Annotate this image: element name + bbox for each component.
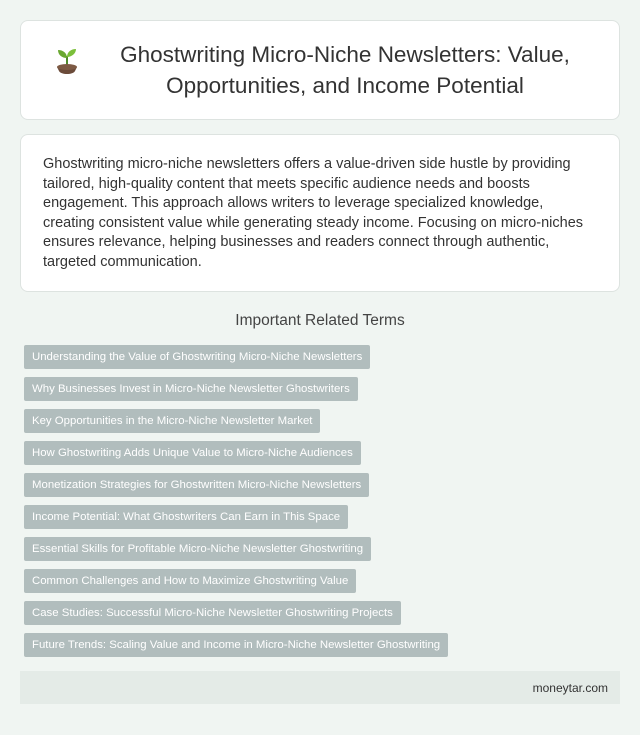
related-term-link[interactable]: How Ghostwriting Adds Unique Value to Micro-Niche Audiences [24,441,361,465]
footer-bar [20,671,620,704]
related-term-link[interactable]: Essential Skills for Profitable Micro-Niche Newsletter Ghostwriting [24,537,371,561]
related-term-link[interactable]: Income Potential: What Ghostwriters Can Earn in This Space [24,505,348,529]
footer-site-link[interactable]: moneytar.com [532,680,608,695]
related-term-link[interactable]: Monetization Strategies for Ghostwritten Micro-Niche Newsletters [24,473,369,497]
header-card [20,20,620,120]
title-wrap [50,39,590,101]
related-terms-heading: Important Related Terms [235,312,405,329]
related-terms-list [24,345,448,665]
page-title: Ghostwriting Micro-Niche Newsletters: Value, Opportunities, and Income Potential [120,42,570,98]
related-term-link[interactable]: Key Opportunities in the Micro-Niche Newsletter Market [24,409,320,433]
related-term-link[interactable]: Understanding the Value of Ghostwriting Micro-Niche Newsletters [24,345,370,369]
summary-card [20,134,620,292]
related-term-link[interactable]: Future Trends: Scaling Value and Income in Micro-Niche Newsletter Ghostwriting [24,633,448,657]
related-term-link[interactable]: Common Challenges and How to Maximize Ghostwriting Value [24,569,356,593]
related-term-link[interactable]: Why Businesses Invest in Micro-Niche Newsletter Ghostwriters [24,377,358,401]
sprout-icon [50,45,84,79]
summary-text: Ghostwriting micro-niche newsletters offers a value-driven side hustle by providing tailored, high-quality content that meets specific audience needs and boosts engagement. This approach allows writers to leverage specialized knowledge, creating consistent value while generating steady income. Focusing on micro-niches ensures relevance, helping businesses and readers connect through authentic, targeted communication. [43,156,584,270]
related-term-link[interactable]: Case Studies: Successful Micro-Niche Newsletter Ghostwriting Projects [24,601,401,625]
